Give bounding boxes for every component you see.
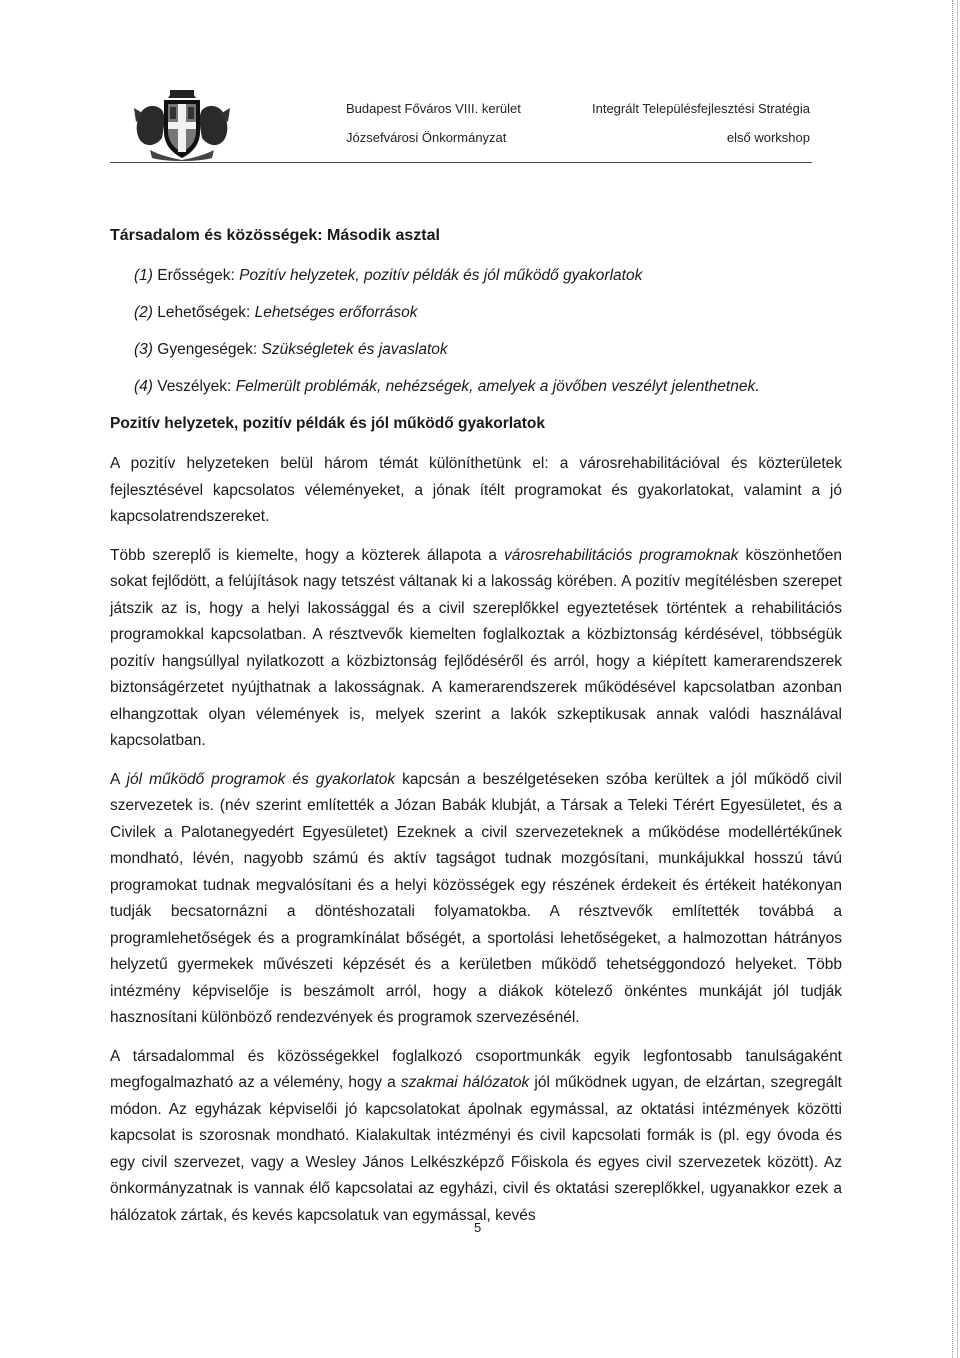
document-body — [110, 225, 842, 1241]
paragraph-2-text-b: köszönhetően sokat fejlődött, a felújítások nagy tetszést váltanak ki a lakosság körében. A pozitív megítélésben szerepet játszik az is, hogy a helyi lakossággal és a civil szereplőkkel egyeztetések történtek a rehabilitációs programokkal kapcsolatban. A résztvevők kiemelten foglalkoztak a közbiztonság kérdésével, többségük pozitív hangsúllyal nyilatkozott a közbiztonság fejlődéséről és arról, hogy a kiépített kamerarendszerek biztonságérzetet nyújthatnak a lakosságnak. A kamerarendszerek működésével kapcsolatban azonban elhangzottak olyan vélemények is, melyek szerint a lakók szkeptikusak annak valódi használával kapcsolatban. — [110, 546, 842, 749]
swot-label: Lehetőségek: — [157, 304, 251, 321]
swot-item-weaknesses — [134, 339, 842, 361]
header-organization: Budapest Főváros VIII. kerület — [346, 101, 521, 116]
swot-item-threats — [134, 376, 842, 398]
swot-description: Felmerült problémák, nehézségek, amelyek a jövőben veszélyt jelenthetnek. — [235, 378, 760, 395]
paragraph-3 — [110, 767, 842, 1032]
coat-of-arms-icon — [132, 88, 232, 162]
paragraph-4-text-a: A társadalommal és közösségekkel foglalkozó csoportmunkák egyik legfontosabb tanulságaként megfogalmazható az a vélemény, hogy a — [110, 1047, 842, 1091]
swot-number: (3) — [134, 341, 153, 358]
paragraph-4-text-b: jól működnek ugyan, de elzártan, szegregált módon. Az egyházak képviselői jó kapcsolatokat ápolnak egymással, az oktatási intézmények közötti kapcsolat is szorosnak mondható. Kialakultak intézményi és civil kapcsolati formák is (pl. egy óvoda és egy civil szervezet, vagy a Wesley János Lelkészképző Főiskola és egyes civil szervezetek között). Az önkormányzatnak is vannak élő kapcsolatai az egyházi, civil és oktatási szereplőkkel, ugyanakkor ezek a hálózatok zártak, és kevés kapcsolatuk van egymással, kevés — [110, 1074, 842, 1224]
swot-description: Lehetséges erőforrások — [254, 304, 418, 321]
swot-number: (4) — [134, 378, 153, 395]
paragraph-3-text-b: kapcsán a beszélgetéseken szóba kerültek a jól működő civil szervezetek is. (név szerint említették a Józan Babák klubját, a Társak a Teleki Térért Egyesületet, és a Civilek a Palotanegyedért Egyesületet) Ezeknek a civil szervezeteknek a működése modellértékűnek mondható, lévén, nagyobb számú és aktív tagságot tudnak mozgósítani, munkájukkal hosszú távú programokat tudnak megvalósítani és a helyi közösségek egy részének érdekeit és értékeit hatékonyan tudják becsatornázni a döntéshozatali folyamatokba. A résztvevők említették továbbá a programlehetőségek és a programkínálat bőségét, a sportolási lehetőségeket, a halmozottan hátrányos helyzetű gyermekek művészeti képzését és a kerületben működő tehetséggondozó helyeket. Több intézmény képviselője is beszámolt arról, hogy a diákok kötelező önkéntes munkáját jól tudják hasznosítani különböző rendezvények és programok szervezésénél. — [110, 770, 842, 1026]
page-number: 5 — [474, 1220, 482, 1235]
swot-item-opportunities — [134, 302, 842, 324]
paragraph-2 — [110, 543, 842, 755]
page-title: Társadalom és közösségek: Második asztal — [110, 227, 440, 244]
scan-edge-line — [952, 0, 953, 1358]
paragraph-3-text-a: A — [110, 770, 127, 788]
swot-item-strengths — [134, 265, 842, 287]
paragraph-1: A pozitív helyzeteken belül három témát különíthetünk el: a városrehabilitációval és közterületek fejlesztésével kapcsolatos véleményeket, a jónak ítélt programokat és gyakorlatokat, valamint a jó kapcsolatrendszereket. — [110, 455, 842, 525]
paragraph-2-text-a: Több szereplő is kiemelte, hogy a közterek állapota a — [110, 546, 504, 564]
section-title: Pozitív helyzetek, pozitív példák és jól működő gyakorlatok — [110, 415, 545, 432]
swot-label: Gyengeségek: — [157, 341, 258, 358]
swot-number: (2) — [134, 304, 153, 321]
paragraph-4-emphasis: szakmai hálózatok — [400, 1074, 530, 1091]
swot-label: Veszélyek: — [157, 378, 232, 395]
header-divider — [110, 162, 812, 163]
header-document-title: Integrált Településfejlesztési Stratégia — [592, 101, 810, 116]
swot-description: Szükségletek és javaslatok — [261, 341, 448, 358]
scan-edge-line — [957, 0, 958, 1358]
paragraph-4 — [110, 1044, 842, 1230]
swot-description: Pozitív helyzetek, pozitív példák és jól működő gyakorlatok — [239, 267, 643, 284]
header-municipality: Józsefvárosi Önkormányzat — [346, 130, 507, 145]
paragraph-3-emphasis: jól működő programok és gyakorlatok — [126, 770, 396, 788]
swot-number: (1) — [134, 267, 153, 284]
header-workshop: első workshop — [726, 130, 810, 145]
swot-label: Erősségek: — [157, 267, 235, 284]
paragraph-2-emphasis: városrehabilitációs programoknak — [503, 546, 739, 564]
